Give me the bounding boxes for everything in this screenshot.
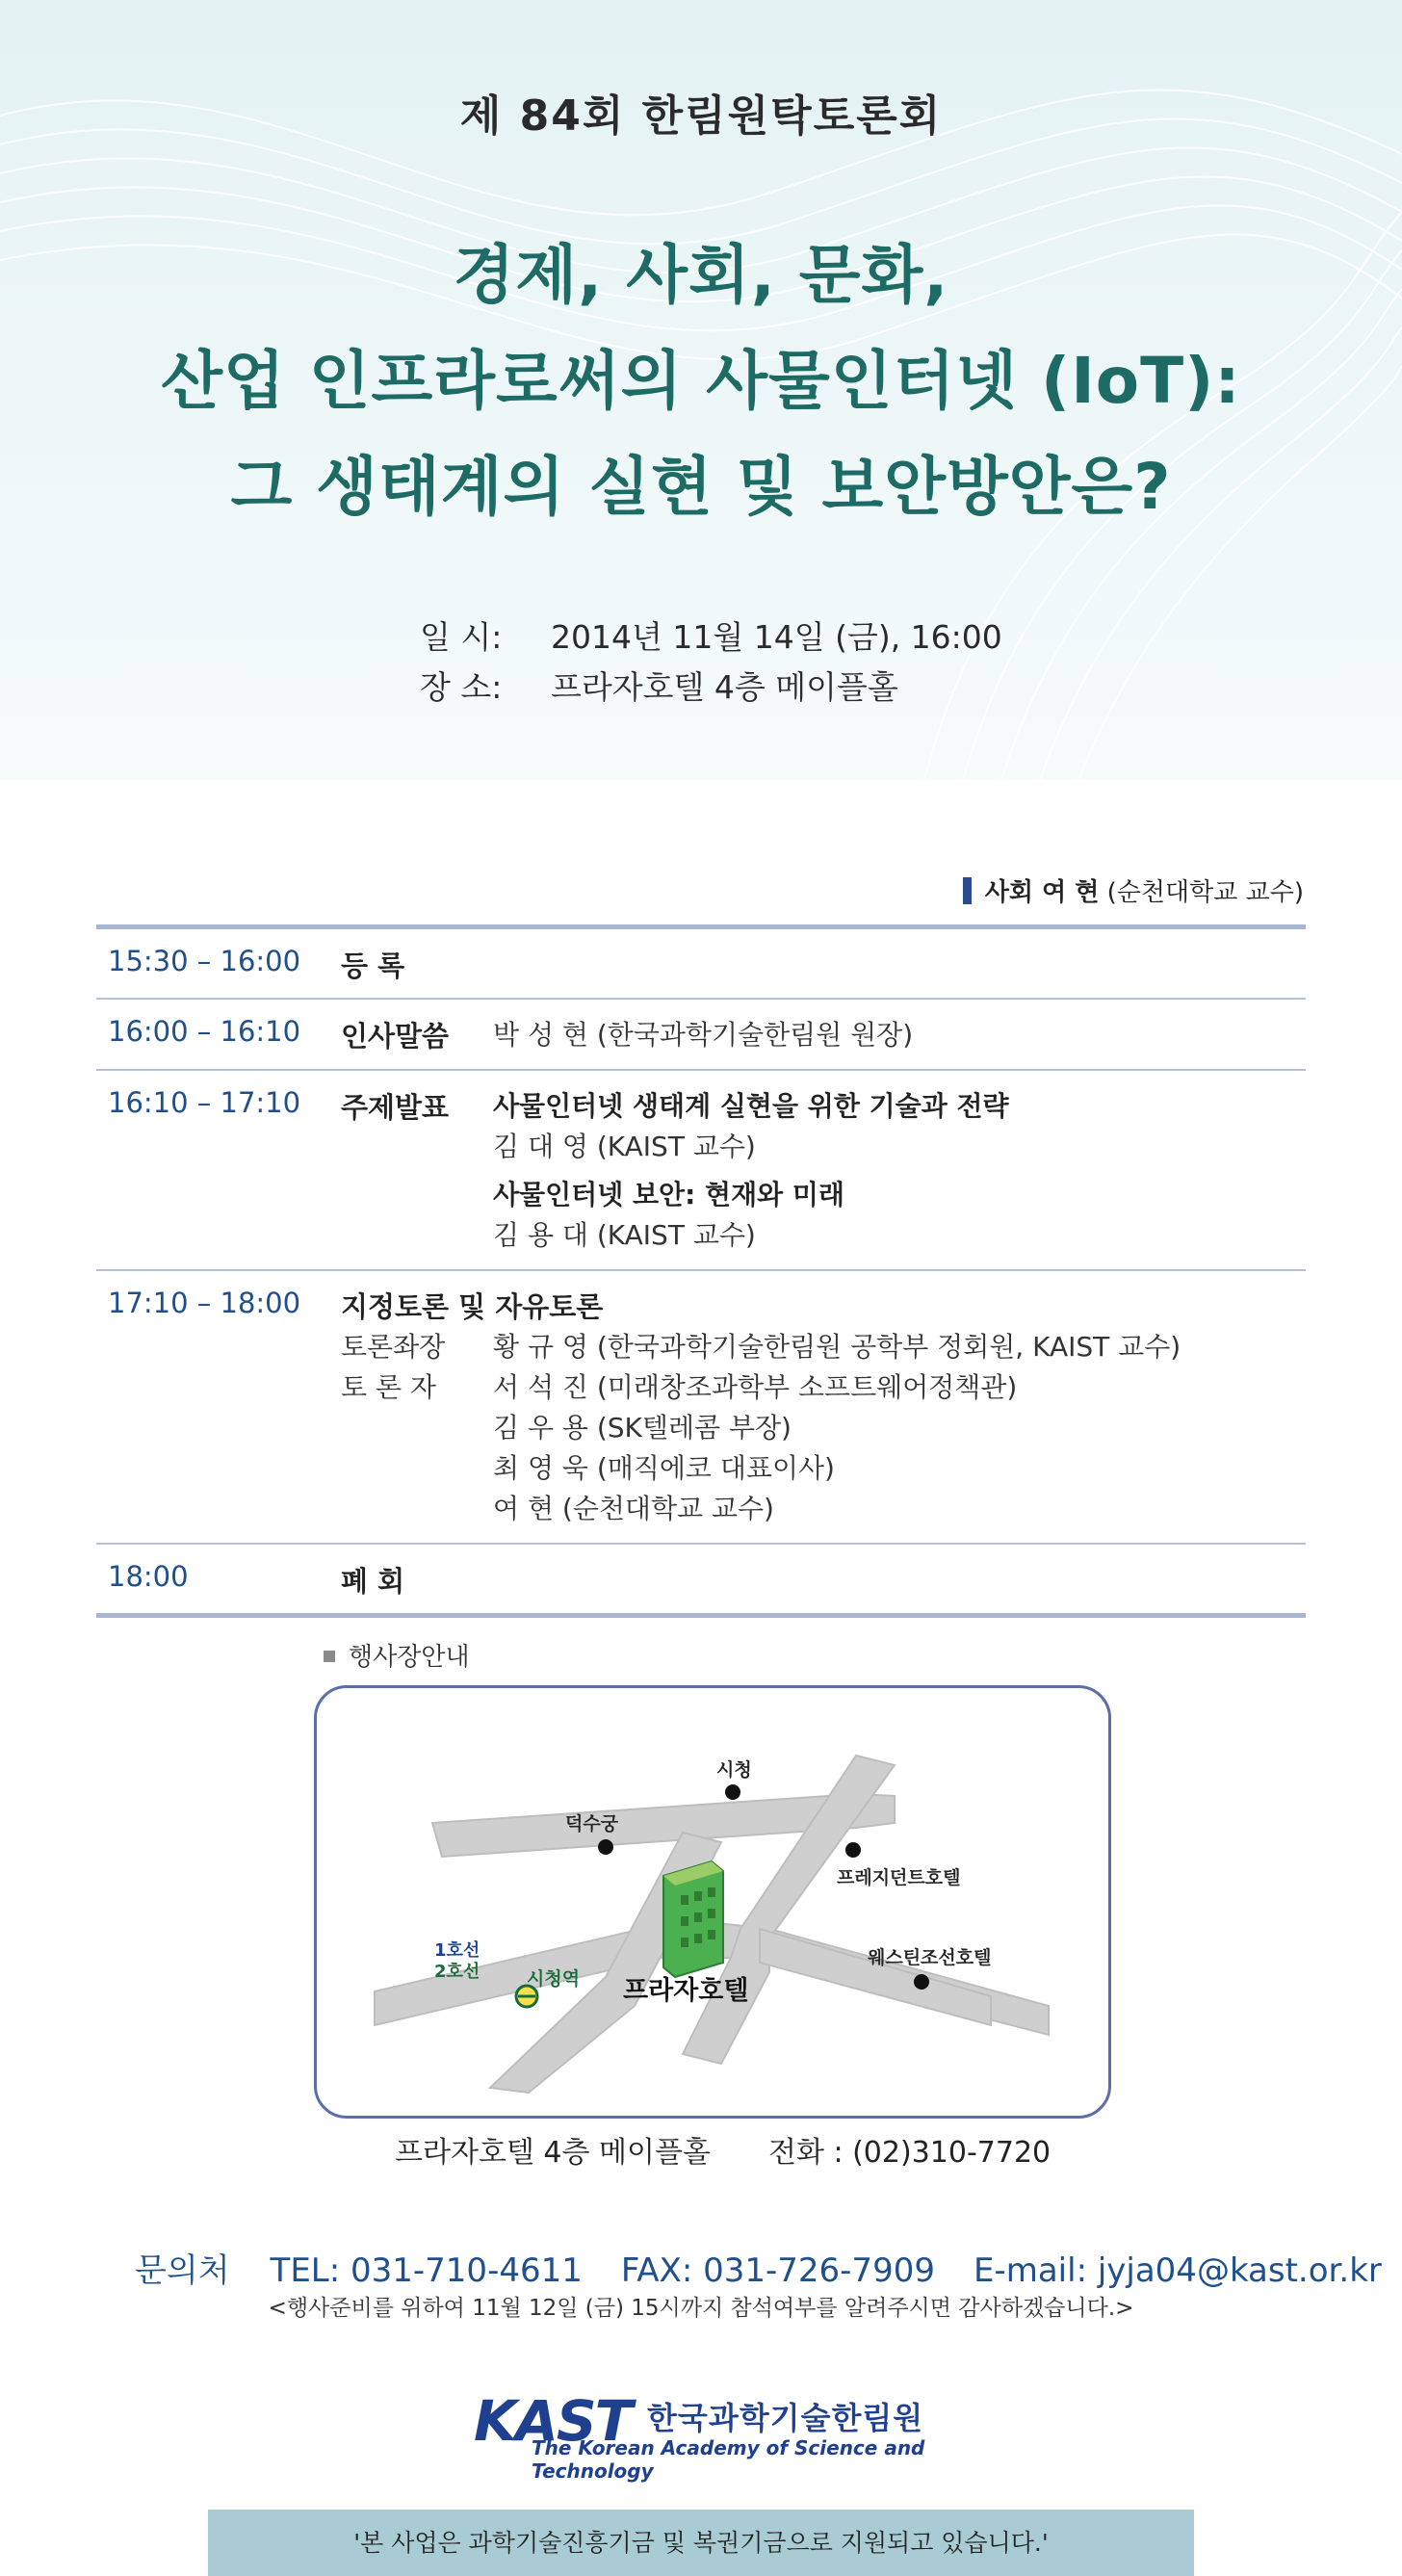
contact-email[interactable]: E-mail: jyja04@kast.or.kr <box>973 2251 1382 2290</box>
venue-phone: 전화 : (02)310-7720 <box>767 2136 1052 2170</box>
moderator-label: 사회 여 현 <box>984 878 1100 907</box>
map-dot-westin <box>914 1974 929 1990</box>
schedule-time: 16:00 – 16:10 <box>108 1015 301 1048</box>
schedule-time: 15:30 – 16:00 <box>108 945 301 977</box>
date-label: 일 시: <box>420 618 503 656</box>
map-label-westin: 웨스틴조선호텔 <box>868 1947 992 1968</box>
schedule-time: 16:10 – 17:10 <box>108 1086 301 1119</box>
schedule-category: 주제발표 <box>341 1091 450 1124</box>
place-value: 프라자호텔 4층 메이플홀 <box>551 668 898 706</box>
map-label-plaza: 프라자호텔 <box>623 1976 749 2006</box>
event-place <box>420 663 898 708</box>
welcome-speaker: 박 성 현 (한국과학기술한림원 원장) <box>493 1019 914 1051</box>
panelist: 여 현 (순천대학교 교수) <box>493 1493 774 1524</box>
schedule-time: 17:10 – 18:00 <box>108 1287 301 1319</box>
logo-abbr: KAST <box>474 2388 632 2454</box>
station-label: 시청역 <box>527 1968 581 1990</box>
map-label-president-hotel: 프레지던트호텔 <box>837 1867 961 1888</box>
kast-logo <box>474 2388 974 2483</box>
schedule-row <box>96 1071 1306 1269</box>
panel-label: 토 론 자 <box>341 1371 436 1403</box>
talk-speaker: 김 대 영 (KAIST 교수) <box>493 1131 756 1162</box>
schedule-category: 등 록 <box>341 950 405 982</box>
schedule-row <box>96 1271 1306 1543</box>
schedule-table <box>96 924 1306 1618</box>
contact-label: 문의처 <box>135 2251 230 2290</box>
square-bullet-icon <box>324 1651 335 1662</box>
subway-lines <box>434 1940 480 1983</box>
divider <box>96 1613 1306 1618</box>
schedule-category: 폐 회 <box>341 1565 405 1598</box>
logo-english: The Korean Academy of Science and Technology <box>532 2436 925 2483</box>
map-label-city-hall: 시청 <box>716 1759 752 1781</box>
map-dot-city-hall <box>725 1784 740 1800</box>
venue-map <box>314 1685 1111 2119</box>
contact-info <box>135 2244 1382 2291</box>
moderator <box>963 872 1304 908</box>
talk-title: 사물인터넷 보안: 현재와 미래 <box>493 1179 845 1210</box>
contact-tel: TEL: 031-710-4611 <box>270 2251 583 2290</box>
map-dot-deoksugung <box>598 1839 613 1855</box>
date-value: 2014년 11월 14일 (금), 16:00 <box>551 618 1002 656</box>
panelist: 최 영 욱 (매직에코 대표이사) <box>493 1452 835 1484</box>
event-date <box>420 612 1002 658</box>
chair-name: 황 규 영 (한국과학기술한림원 공학부 정회원, KAIST 교수) <box>493 1331 1181 1363</box>
schedule-row <box>96 1000 1306 1069</box>
logo-korean: 한국과학기술한림원 <box>647 2400 924 2436</box>
line1-label: 1호선 <box>434 1940 480 1961</box>
chair-label: 토론좌장 <box>341 1331 446 1363</box>
funding-text: '본 사업은 과학기술진흥기금 및 복권기금으로 지원되고 있습니다.' <box>353 2529 1049 2557</box>
talk-speaker: 김 용 대 (KAIST 교수) <box>493 1219 756 1251</box>
place-label: 장 소: <box>420 668 503 706</box>
rsvp-notice: <행사준비를 위하여 11월 12일 (금) 15시까지 참석여부를 알려주시면 감사하겠습니다.> <box>268 2296 1134 2321</box>
funding-footer <box>208 2510 1194 2576</box>
panelist: 서 석 진 (미래창조과학부 소프트웨어정책관) <box>493 1371 1018 1403</box>
schedule-time: 18:00 <box>108 1560 189 1593</box>
map-roads <box>317 1688 1108 2116</box>
schedule-row <box>96 1545 1306 1613</box>
schedule-row <box>96 929 1306 998</box>
title-line-2: 산업 인프라로써의 사물인터넷 (IoT): <box>161 344 1241 418</box>
panelist: 김 우 용 (SK텔레콤 부장) <box>493 1412 792 1444</box>
moderator-bar-icon <box>963 877 972 904</box>
map-label-deoksugung: 덕수궁 <box>565 1813 619 1834</box>
map-dot-president-hotel <box>845 1842 861 1858</box>
line2-label: 2호선 <box>434 1962 480 1982</box>
title-line-1: 경제, 사회, 문화, <box>453 238 949 312</box>
venue-footer <box>395 2128 1051 2171</box>
schedule-category: 지정토론 및 자유토론 <box>341 1290 604 1323</box>
header-banner <box>0 0 1402 780</box>
title-line-3: 그 생태계의 실현 및 보안방안은? <box>230 450 1172 524</box>
forum-series: 제 84회 한림원탁토론회 <box>459 91 943 141</box>
venue-address: 프라자호텔 4층 메이플홀 <box>395 2136 711 2170</box>
moderator-affiliation: (순천대학교 교수) <box>1106 878 1304 907</box>
talk-title: 사물인터넷 생태계 실현을 위한 기술과 전략 <box>493 1090 1009 1122</box>
venue-guide-label: 행사장안내 <box>324 1637 470 1673</box>
contact-fax: FAX: 031-726-7909 <box>620 2251 935 2290</box>
schedule-category: 인사말씀 <box>341 1020 450 1053</box>
